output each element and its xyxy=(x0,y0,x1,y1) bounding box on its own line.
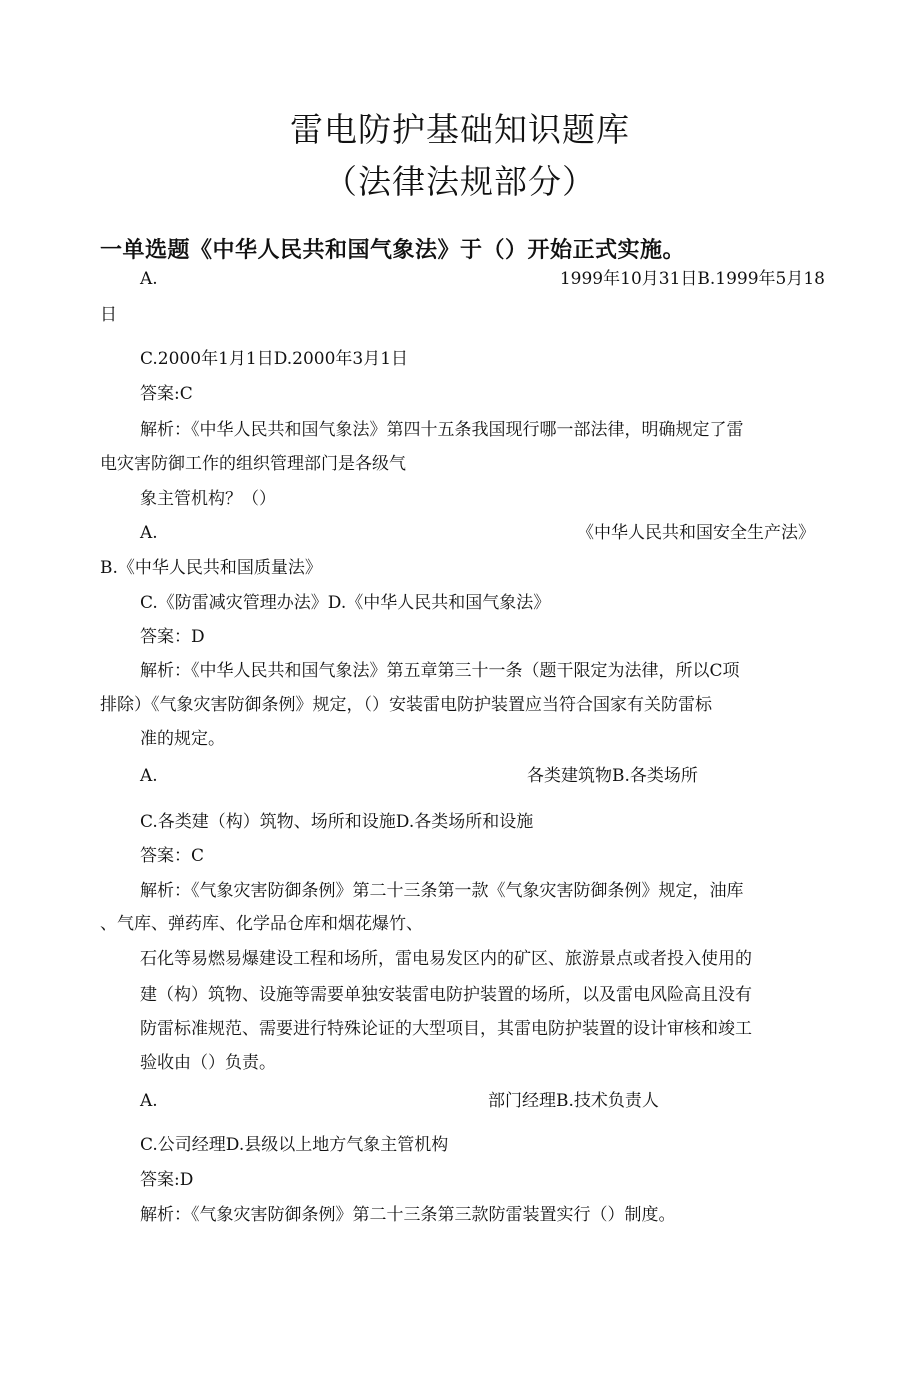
q1-option-wrap: 日 xyxy=(100,305,117,325)
q1-option-a-label: A. xyxy=(140,269,158,289)
q1-analysis-line: 电灾害防御工作的组织管理部门是各级气 xyxy=(100,454,406,474)
q4-stem-line: 防雷标准规范、需要进行特殊论证的大型项目，其雷电防护装置的设计审核和竣工 xyxy=(140,1019,752,1039)
document-title: 雷电防护基础知识题库 xyxy=(290,110,630,149)
q4-answer: 答案:D xyxy=(140,1170,194,1190)
q3-option-ab: 各类建筑物B.各类场所 xyxy=(527,766,698,786)
q3-analysis-line: 、气库、弹药库、化学品仓库和烟花爆竹、 xyxy=(100,914,423,934)
q1-options-cd: C.2000年1月1日D.2000年3月1日 xyxy=(140,349,409,369)
q2-analysis-line: 排除）《气象灾害防御条例》规定，（）安装雷电防护装置应当符合国家有关防雷标 xyxy=(100,695,712,715)
q2-options-cd: C.《防雷减灾管理办法》D.《中华人民共和国气象法》 xyxy=(140,593,551,613)
q1-answer: 答案:C xyxy=(140,384,193,404)
q2-option-a-label: A. xyxy=(140,523,158,543)
section-heading: 一单选题《中华人民共和国气象法》于（）开始正式实施。 xyxy=(100,238,686,263)
q3-answer: 答案：C xyxy=(140,846,205,866)
q2-analysis-line: 准的规定。 xyxy=(140,729,225,749)
q4-options-cd: C.公司经理D.县级以上地方气象主管机构 xyxy=(140,1135,449,1155)
q3-analysis-line: 解析：《气象灾害防御条例》第二十三条第一款《气象灾害防御条例》规定，油库 xyxy=(140,881,744,901)
q2-answer: 答案：D xyxy=(140,627,205,647)
q4-analysis-line: 解析：《气象灾害防御条例》第二十三条第三款防雷装置实行（）制度。 xyxy=(140,1205,676,1225)
q3-options-cd: C.各类建（构）筑物、场所和设施D.各类场所和设施 xyxy=(140,812,534,832)
q4-stem-line: 建（构）筑物、设施等需要单独安装雷电防护装置的场所，以及雷电风险高且没有 xyxy=(140,985,752,1005)
document-subtitle: （法律法规部分） xyxy=(324,162,596,201)
q3-option-a-label: A. xyxy=(140,766,158,786)
q1-option-a-b: 1999年10月31日B.1999年5月18 xyxy=(559,269,825,289)
q4-stem-line: 石化等易燃易爆建设工程和场所，雷电易发区内的矿区、旅游景点或者投入使用的 xyxy=(140,949,752,969)
q4-option-a-label: A. xyxy=(140,1091,158,1111)
q2-stem: 象主管机构？（） xyxy=(140,489,276,509)
q2-analysis-line: 解析：《中华人民共和国气象法》第五章第三十一条（题干限定为法律，所以C项 xyxy=(140,661,740,681)
q4-option-ab: 部门经理B.技术负责人 xyxy=(488,1091,659,1111)
q2-option-a: 《中华人民共和国安全生产法》 xyxy=(577,523,815,543)
q2-option-b: B.《中华人民共和国质量法》 xyxy=(100,558,322,578)
q1-analysis-line: 解析：《中华人民共和国气象法》第四十五条我国现行哪一部法律，明确规定了雷 xyxy=(140,420,744,440)
q4-stem-line: 验收由（）负责。 xyxy=(140,1053,276,1073)
